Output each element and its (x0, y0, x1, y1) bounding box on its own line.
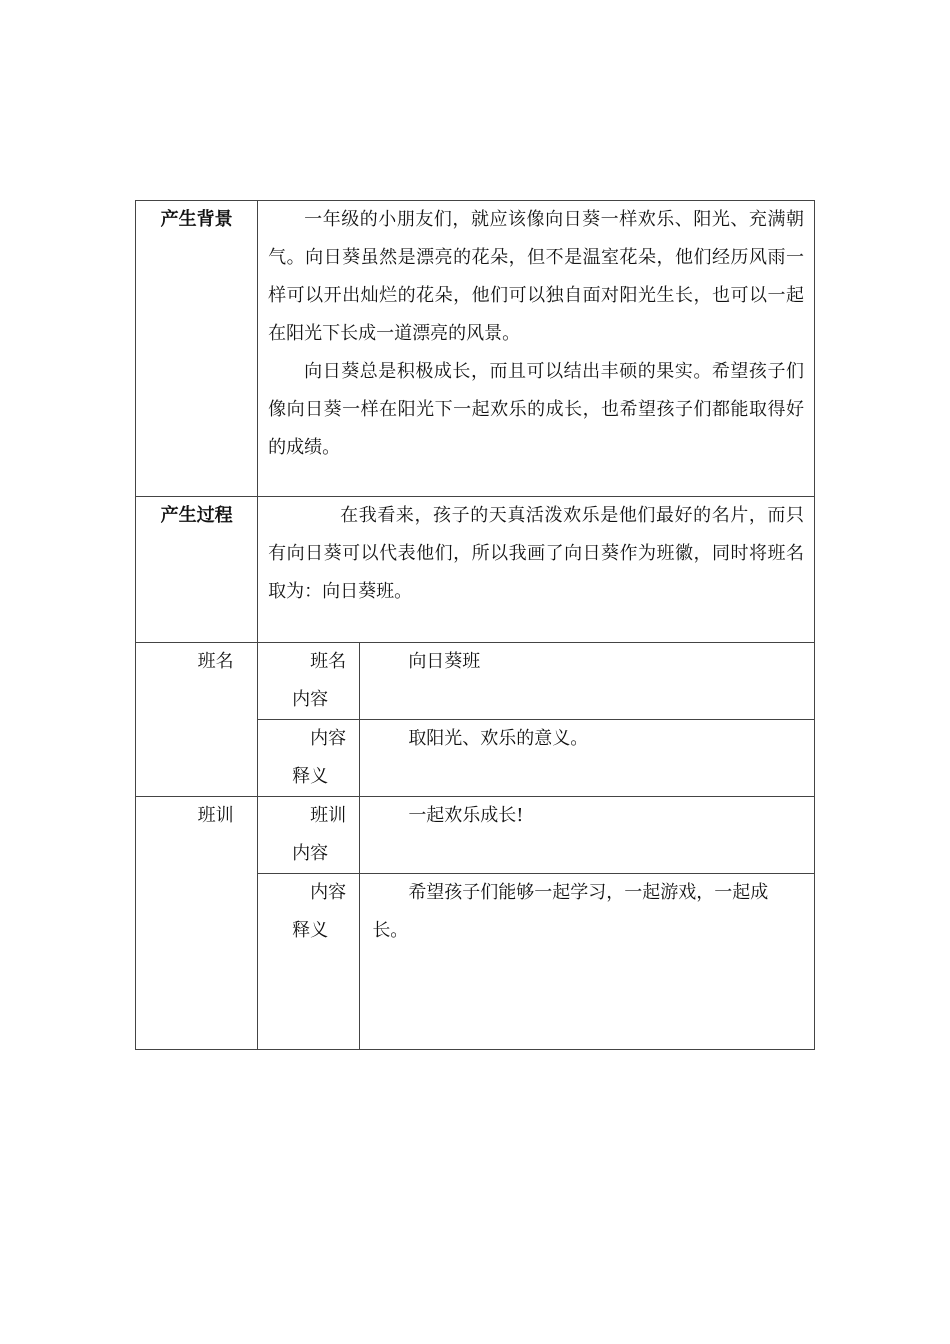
motto-meaning-value (360, 874, 815, 1050)
motto-content-label-line1: 班训 (310, 805, 347, 826)
process-label: 产生过程 (136, 497, 258, 643)
class-name-meaning-label (258, 720, 360, 797)
process-paragraph-1: 在我看来，孩子的天真活泼欢乐是他们最好的名片，而只有向日葵可以代表他们，所以我画了向日葵作为班徽，同时将班名取为：向日葵班。 (268, 505, 804, 602)
background-label: 产生背景 (136, 201, 258, 497)
class-name-label: 班名 (136, 643, 258, 797)
row-class-name-content (136, 643, 815, 720)
class-name-content-label-line1: 班名 (310, 651, 347, 672)
class-name-value: 向日葵班 (360, 643, 815, 720)
process-text (258, 497, 815, 643)
row-process (136, 497, 815, 643)
background-text (258, 201, 815, 497)
background-paragraph-1: 一年级的小朋友们，就应该像向日葵一样欢乐、阳光、充满朝气。向日葵虽然是漂亮的花朵，但不是温室花朵，他们经历风雨一样可以开出灿烂的花朵，他们可以独自面对阳光生长，也可以一起在阳光下长成一道漂亮的风景。 (268, 209, 804, 344)
motto-value: 一起欢乐成长! (360, 797, 815, 874)
row-background (136, 201, 815, 497)
motto-meaning-text: 希望孩子们能够一起学习，一起游戏，一起成长。 (372, 882, 769, 941)
motto-content-label (258, 797, 360, 874)
motto-label: 班训 (136, 797, 258, 1050)
class-name-meaning-label-line1: 内容 (310, 728, 347, 749)
class-name-content-label-line2: 内容 (292, 689, 329, 710)
background-paragraph-2: 向日葵总是积极成长，而且可以结出丰硕的果实。希望孩子们像向日葵一样在阳光下一起欢乐的成长，也希望孩子们都能取得好的成绩。 (268, 361, 804, 458)
motto-content-label-line2: 内容 (292, 843, 329, 864)
class-name-meaning-value: 取阳光、欢乐的意义。 (360, 720, 815, 797)
row-motto-content (136, 797, 815, 874)
class-name-content-label (258, 643, 360, 720)
motto-meaning-label (258, 874, 360, 1050)
motto-meaning-label-line1: 内容 (310, 882, 347, 903)
motto-meaning-label-line2: 释义 (292, 920, 329, 941)
class-name-meaning-label-line2: 释义 (292, 766, 329, 787)
class-info-table (135, 200, 815, 1050)
